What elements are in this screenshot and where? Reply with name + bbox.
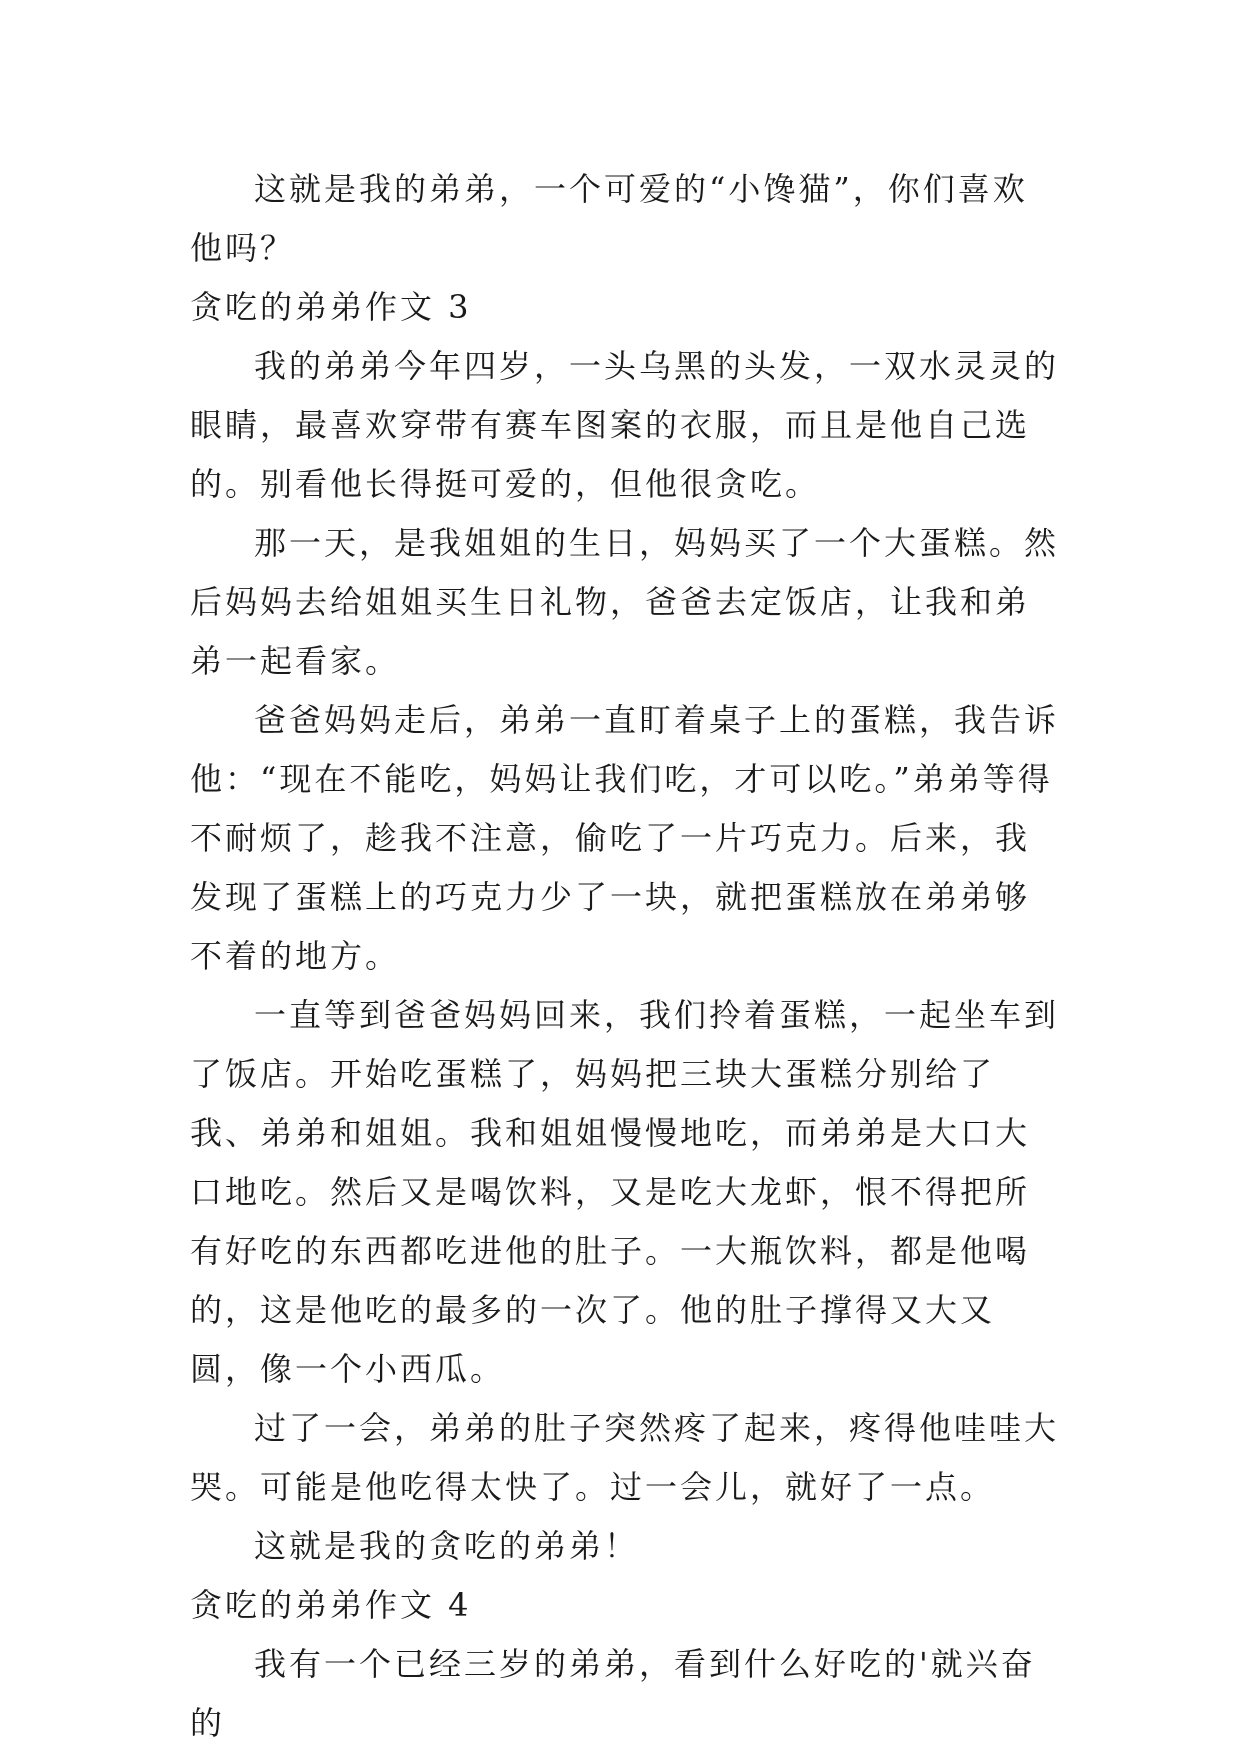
paragraph: 一直等到爸爸妈妈回来，我们拎着蛋糕，一起坐车到了饭店。开始吃蛋糕了，妈妈把三块大蛋糕分别给了我、弟弟和姐姐。我和姐姐慢慢地吃，而弟弟是大口大口地吃。然后又是喝饮料，又是吃大龙虾，恨不得把所有好吃的东西都吃进他的肚子。一大瓶饮料，都是他喝的，这是他吃的最多的一次了。他的肚子撑得又大又圆，像一个小西瓜。	[190, 996, 1060, 1388]
paragraph: 我有一个已经三岁的弟弟，看到什么好吃的'就兴奋的	[190, 1645, 1036, 1742]
paragraph: 这就是我的贪吃的弟弟！	[254, 1527, 640, 1565]
paragraph: 我的弟弟今年四岁，一头乌黑的头发，一双水灵灵的眼睛，最喜欢穿带有赛车图案的衣服，而且是他自己选的。别看他长得挺可爱的，但他很贪吃。	[190, 347, 1060, 503]
paragraph: 爸爸妈妈走后，弟弟一直盯着桌子上的蛋糕，我告诉他：“现在不能吃，妈妈让我们吃，才可以吃。”弟弟等得不耐烦了，趁我不注意，偷吃了一片巧克力。后来，我发现了蛋糕上的巧克力少了一块，就把蛋糕放在弟弟够不着的地方。	[190, 701, 1060, 975]
paragraph: 这就是我的弟弟，一个可爱的“小馋猫”，你们喜欢他吗？	[190, 170, 1028, 267]
paragraph: 过了一会，弟弟的肚子突然疼了起来，疼得他哇哇大哭。可能是他吃得太快了。过一会儿，就好了一点。	[190, 1409, 1060, 1506]
paragraph: 那一天，是我姐姐的生日，妈妈买了一个大蛋糕。然后妈妈去给姐姐买生日礼物，爸爸去定饭店，让我和弟弟一起看家。	[190, 524, 1060, 680]
section-heading: 贪吃的弟弟作文 4	[190, 1586, 472, 1624]
document-body	[190, 160, 1060, 1753]
section-heading: 贪吃的弟弟作文 3	[190, 288, 472, 326]
